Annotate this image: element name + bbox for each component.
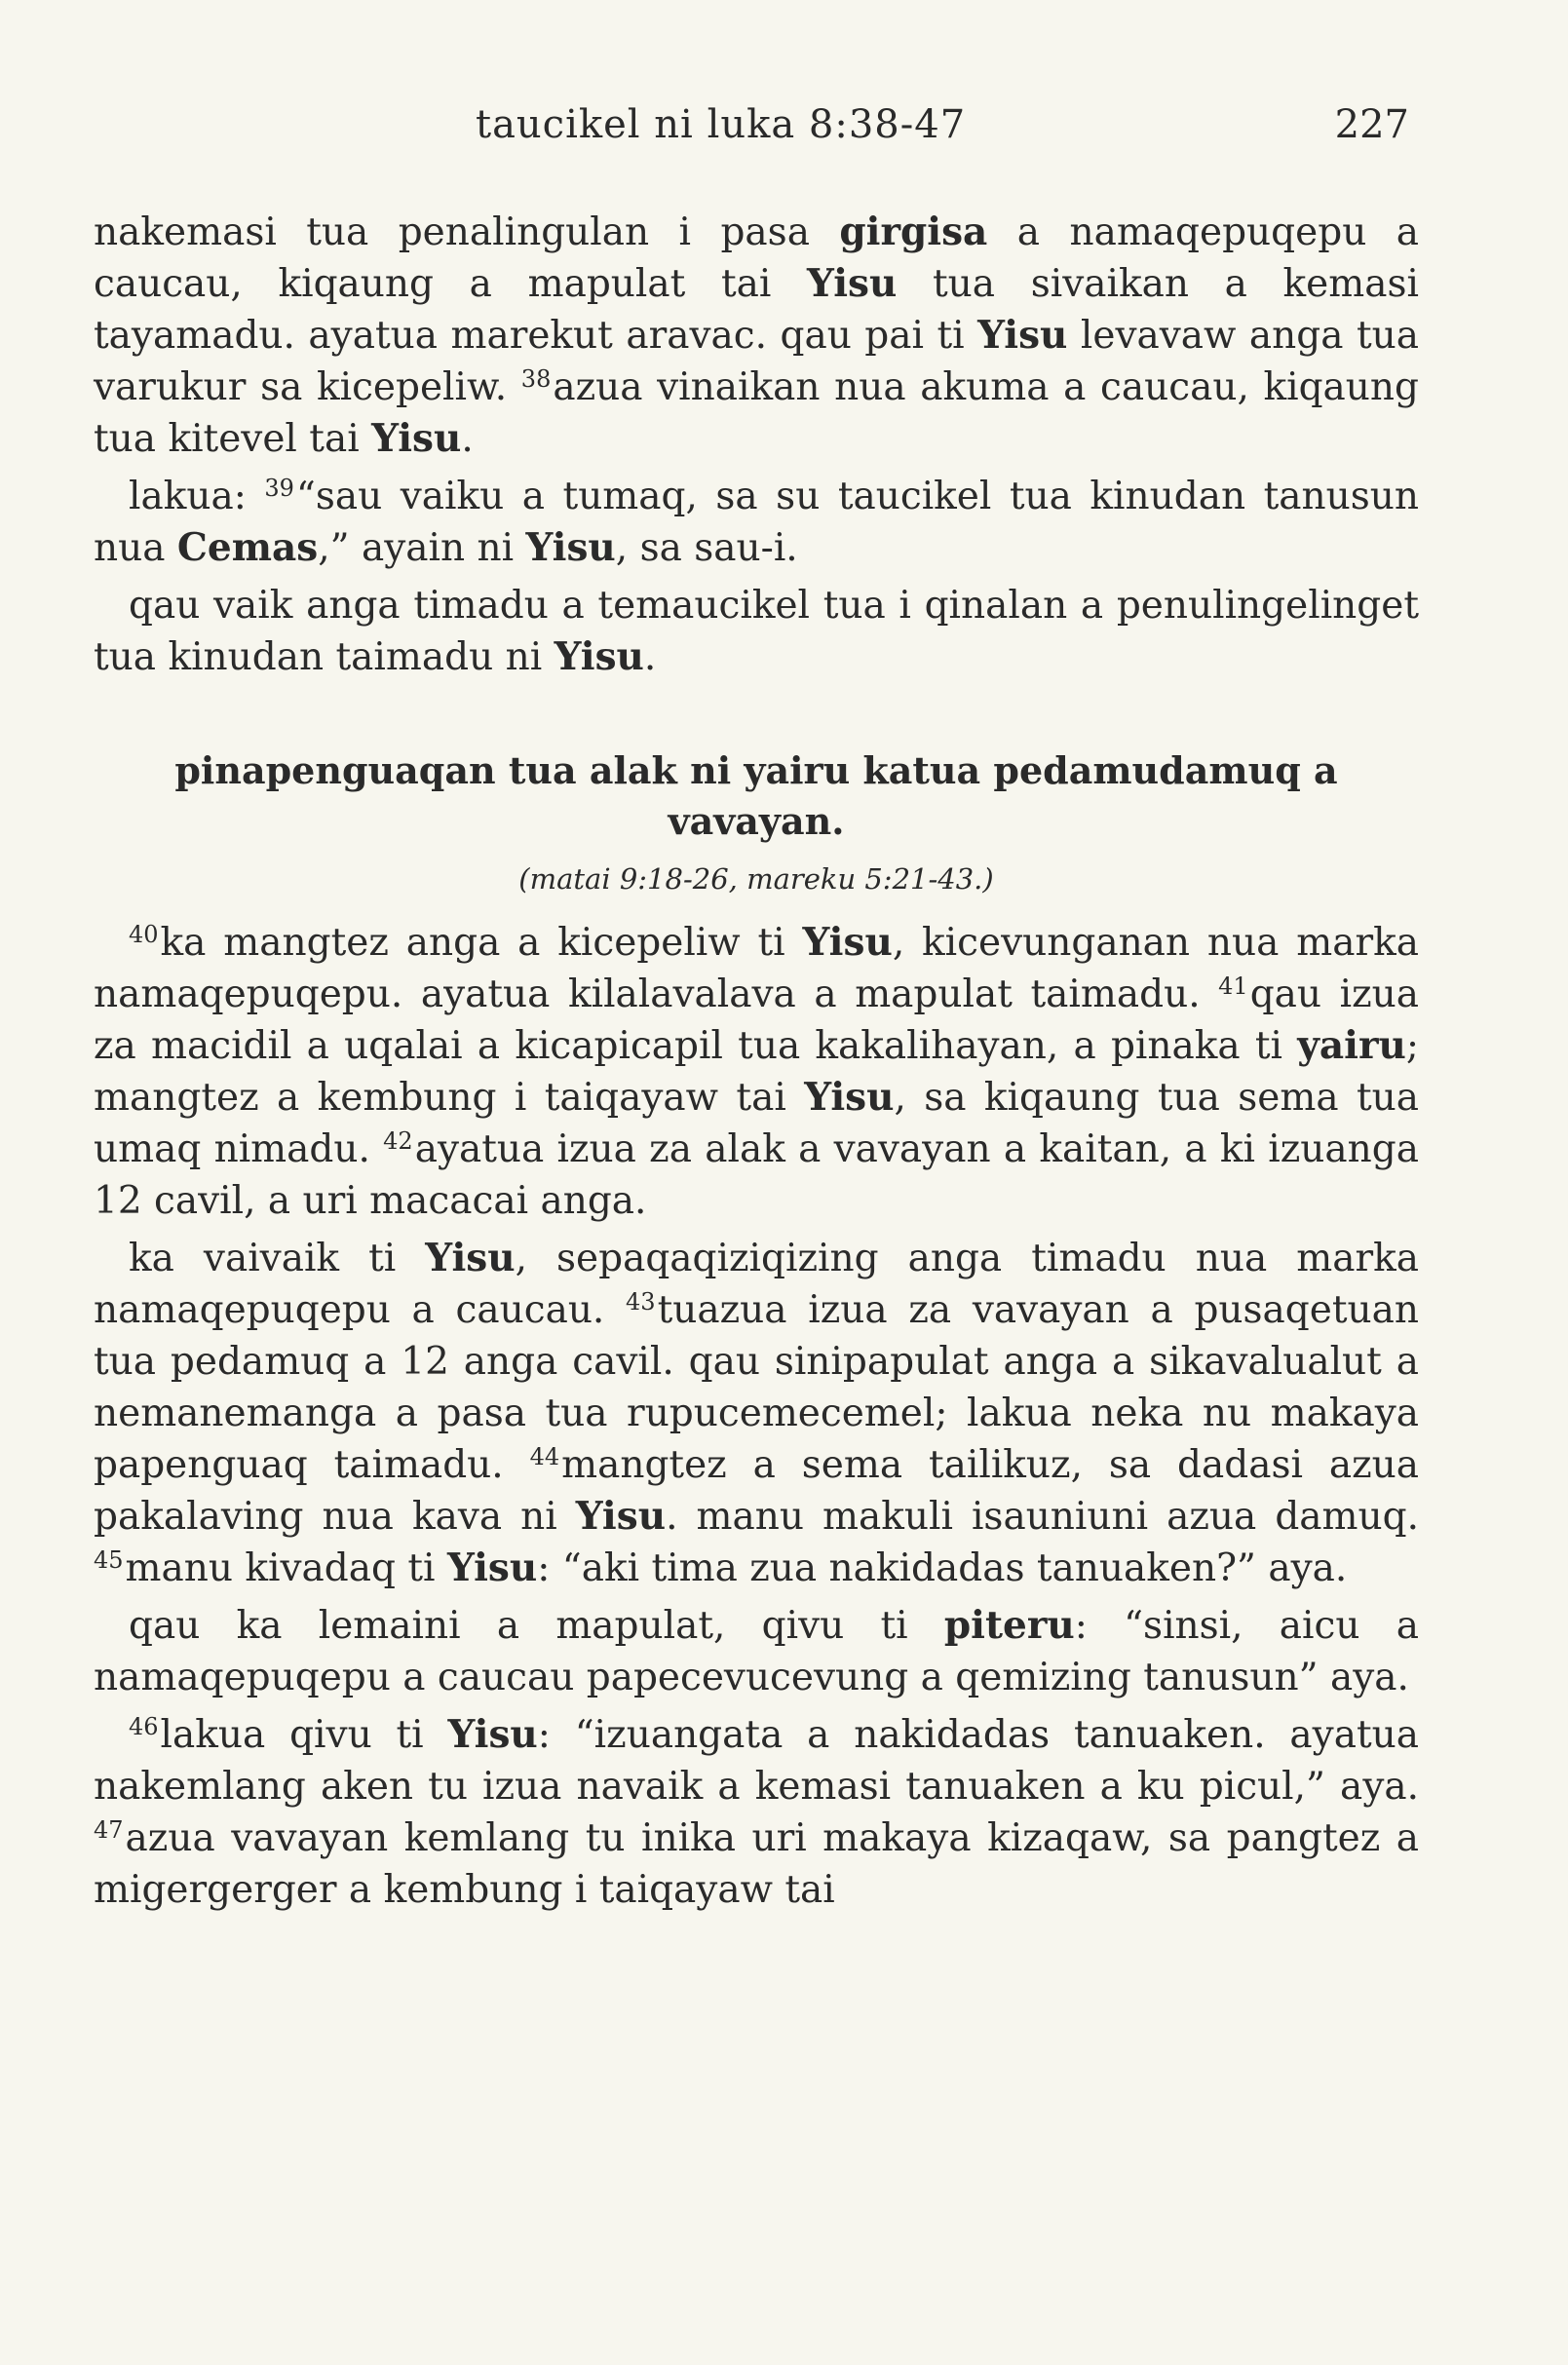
text-run: : “sinsi, aicu a namaqepuqepu a caucau papecevucevung a qemizing tanusun” aya. (94, 1604, 1419, 1699)
text-run: . (461, 417, 474, 461)
text-run: , sepaqaqiziqizing anga timadu nua marka namaqepuqepu a caucau. (94, 1237, 1419, 1332)
body-text (94, 207, 1419, 1922)
text-run: . manu makuli isauniuni azua damuq. (666, 1495, 1420, 1539)
verse-number: 43 (626, 1287, 656, 1316)
verse-number: 42 (383, 1126, 413, 1155)
section-heading: pinapenguaqan tua alak ni yairu katua pedamudamuq a vavayan. (174, 748, 1338, 843)
text-run: , kicevunganan nua marka namaqepuqepu. ayatua kilalavalava a mapulat taimadu. (94, 921, 1419, 1016)
paragraph (94, 917, 1419, 1227)
paragraph (94, 1600, 1419, 1703)
paragraph (94, 580, 1419, 683)
verse-number: 40 (129, 920, 159, 948)
text-run: lakua qivu ti (160, 1713, 448, 1757)
proper-noun: Yisu (575, 1494, 667, 1539)
verse-number: 41 (1218, 972, 1248, 1000)
proper-noun: Yisu (804, 1075, 895, 1120)
proper-noun: Cemas (176, 525, 319, 570)
text-run: azua vinaikan nua akuma a caucau, kiqaung tua kitevel tai (94, 365, 1419, 461)
paragraph (94, 207, 1419, 465)
proper-noun: Yisu (802, 920, 893, 965)
text-run: tua sivaikan a kemasi tayamadu. ayatua marekut aravac. qau pai ti (94, 262, 1419, 358)
text-run: “sau vaiku a tumaq, sa su taucikel tua kinudan tanusun nua (94, 475, 1419, 570)
verse-number: 47 (94, 1815, 124, 1844)
verse-number: 45 (94, 1545, 124, 1574)
text-run: tuazua izua za vavayan a pusaqetuan tua pedamuq a 12 anga cavil. qau sinipapulat anga a sikavalualut a nemanemanga a pasa tua rupucemecemel; lakua neka nu makaya papenguaq taimadu. (94, 1288, 1419, 1487)
paragraph (94, 471, 1419, 574)
text-run: a namaqepuqepu a caucau, kiqaung a mapulat tai (94, 210, 1419, 306)
proper-noun: Yisu (425, 1236, 516, 1280)
proper-noun: girgisa (839, 210, 988, 254)
paragraph (94, 1709, 1419, 1916)
proper-noun: Yisu (446, 1545, 538, 1590)
proper-noun: Yisu (371, 416, 462, 461)
verse-number: 39 (264, 474, 294, 502)
text-run: ka vaivaik ti (129, 1237, 426, 1280)
page-header (0, 102, 1568, 161)
proper-noun: Yisu (447, 1712, 538, 1757)
text-run: : “aki tima zua nakidadas tanuaken?” aya. (537, 1546, 1348, 1590)
verse-number: 38 (520, 364, 552, 393)
text-run: azua vavayan kemlang tu inika uri makaya kizaqaw, sa pangtez a migergerger a kembung i taiqayaw tai (94, 1816, 1419, 1912)
text-run: mangtez a sema tailikuz, sa dadasi azua pakalaving nua kava ni (94, 1443, 1419, 1539)
proper-noun: piteru (943, 1603, 1075, 1648)
page-number: 227 (1334, 102, 1409, 147)
proper-noun: Yisu (525, 525, 616, 570)
text-run: ,” ayain ni (318, 526, 526, 570)
proper-noun: Yisu (554, 634, 644, 679)
text-run: qau vaik anga timadu a temaucikel tua i qinalan a penulingelinget tua kinudan taimadu ni (94, 584, 1419, 679)
text-run: : “izuangata a nakidadas tanuaken. ayatua nakemlang aken tu izua navaik a kemasi tanuaken a ku picul,” aya. (94, 1713, 1419, 1809)
text-run: manu kivadaq ti (125, 1546, 447, 1590)
proper-noun: Yisu (977, 313, 1068, 358)
text-run: levavaw anga tua varukur sa kicepeliw. (94, 314, 1419, 409)
verse-number: 46 (129, 1712, 159, 1740)
cross-reference: (matai 9:18-26, mareku 5:21-43.) (518, 862, 994, 896)
paragraph (94, 1233, 1419, 1594)
text-run: . (643, 635, 657, 679)
text-run: ka mangtez anga a kicepeliw ti (160, 921, 803, 965)
proper-noun: Yisu (807, 261, 898, 306)
running-title: taucikel ni luka 8:38-47 (476, 102, 967, 147)
verse-number: 44 (529, 1442, 560, 1470)
text-run: lakua: (129, 475, 265, 518)
text-run: , sa kiqaung tua sema tua umaq nimadu. (94, 1076, 1419, 1171)
proper-noun: yairu (1297, 1023, 1406, 1068)
text-run: nakemasi tua penalingulan i pasa (94, 210, 840, 254)
text-run: qau izua za macidil a uqalai a kicapicapil tua kakalihayan, a pinaka ti (94, 973, 1419, 1068)
text-run: ; mangtez a kembung i taiqayaw tai (94, 1024, 1419, 1120)
text-run: , sa sau-i. (615, 526, 798, 570)
text-run: qau ka lemaini a mapulat, qivu ti (129, 1604, 944, 1648)
text-run: ayatua izua za alak a vavayan a kaitan, a ki izuanga 12 cavil, a uri macacai anga. (94, 1127, 1419, 1223)
